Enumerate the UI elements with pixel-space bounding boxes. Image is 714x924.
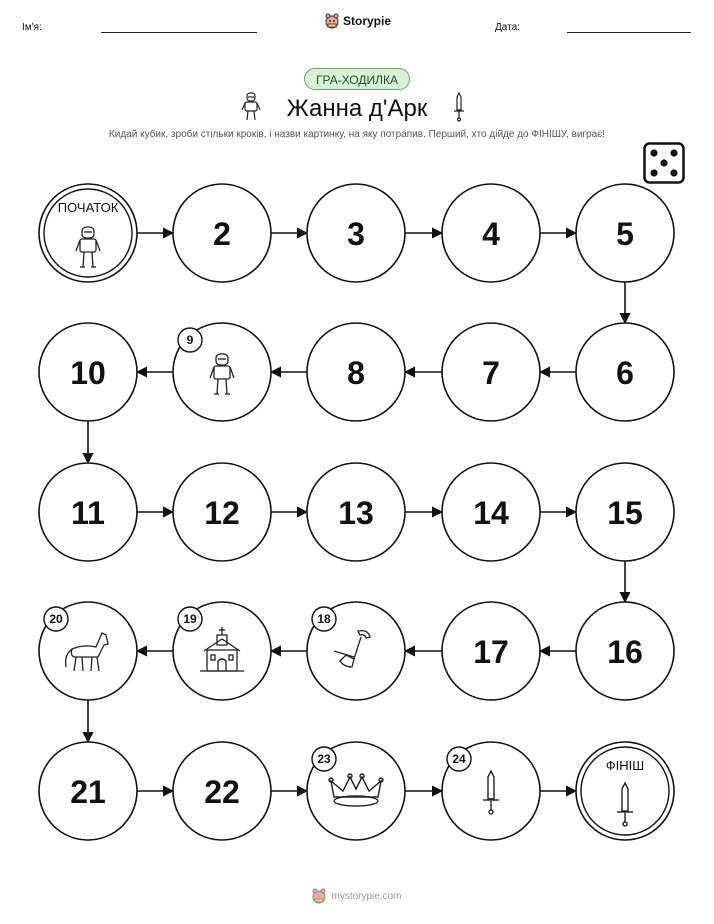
footer (0, 888, 714, 904)
space-number: 6 (616, 355, 634, 391)
board-space-18 (307, 602, 405, 700)
board-space-21 (39, 742, 137, 840)
space-number: 15 (607, 495, 643, 531)
space-number: 22 (204, 774, 240, 810)
storypie-mascot-icon (312, 888, 326, 904)
space-number: 16 (607, 634, 643, 670)
space-number: 8 (347, 355, 365, 391)
space-number-badge: 20 (49, 612, 63, 626)
page-title: Жанна д'Арк (286, 95, 428, 122)
space-number-badge: 24 (452, 752, 466, 766)
board-space-7 (442, 323, 540, 421)
space-number: 14 (473, 495, 509, 531)
board-space-14 (442, 463, 540, 561)
space-number-badge: 9 (186, 333, 194, 347)
space-number: 13 (338, 495, 374, 531)
board-space-23 (307, 742, 405, 840)
space-number: 21 (70, 774, 106, 810)
space-number-badge: 18 (317, 612, 331, 626)
board-space-10 (39, 323, 137, 421)
brand-name: Storypie (343, 14, 392, 28)
board-space-22 (173, 742, 271, 840)
board-space-19 (173, 602, 271, 700)
start-label: ПОЧАТОК (57, 200, 119, 215)
space-number: 2 (213, 216, 231, 252)
space-number: 3 (347, 216, 365, 252)
board-space-5 (576, 184, 674, 282)
board-space-25 (576, 742, 674, 840)
space-number: 12 (204, 495, 240, 531)
name-label: Ім'я: (22, 22, 42, 33)
board-space-3 (307, 184, 405, 282)
space-number: 7 (482, 355, 500, 391)
board-space-8 (307, 323, 405, 421)
board-space-4 (442, 184, 540, 282)
board-space-17 (442, 602, 540, 700)
board-space-20 (39, 602, 137, 700)
board-space-2 (173, 184, 271, 282)
board-space-11 (39, 463, 137, 561)
board-space-9 (173, 323, 271, 421)
date-label: Дата: (495, 22, 520, 33)
board-space-24 (442, 742, 540, 840)
instructions: Кидай кубик, зроби стільки кроків, і назви картинку, на яку потрапив. Перший, хто дійде до ФІНІШУ, виграє! (108, 129, 606, 140)
space-number: 17 (473, 634, 509, 670)
board-space-12 (173, 463, 271, 561)
space-number: 10 (70, 355, 106, 391)
board-space-1 (39, 184, 137, 282)
space-number-badge: 23 (317, 752, 331, 766)
board-space-16 (576, 602, 674, 700)
space-number: 11 (71, 495, 105, 531)
game-type-badge: ГРА-ХОДИЛКА (304, 68, 410, 90)
board-space-15 (576, 463, 674, 561)
space-number: 5 (616, 216, 634, 252)
space-number-badge: 19 (183, 612, 197, 626)
board-space-13 (307, 463, 405, 561)
board-space-6 (576, 323, 674, 421)
finish-label: ФІНІШ (605, 758, 645, 773)
footer-url: mystorypie.com (331, 890, 402, 902)
space-number: 4 (482, 216, 500, 252)
